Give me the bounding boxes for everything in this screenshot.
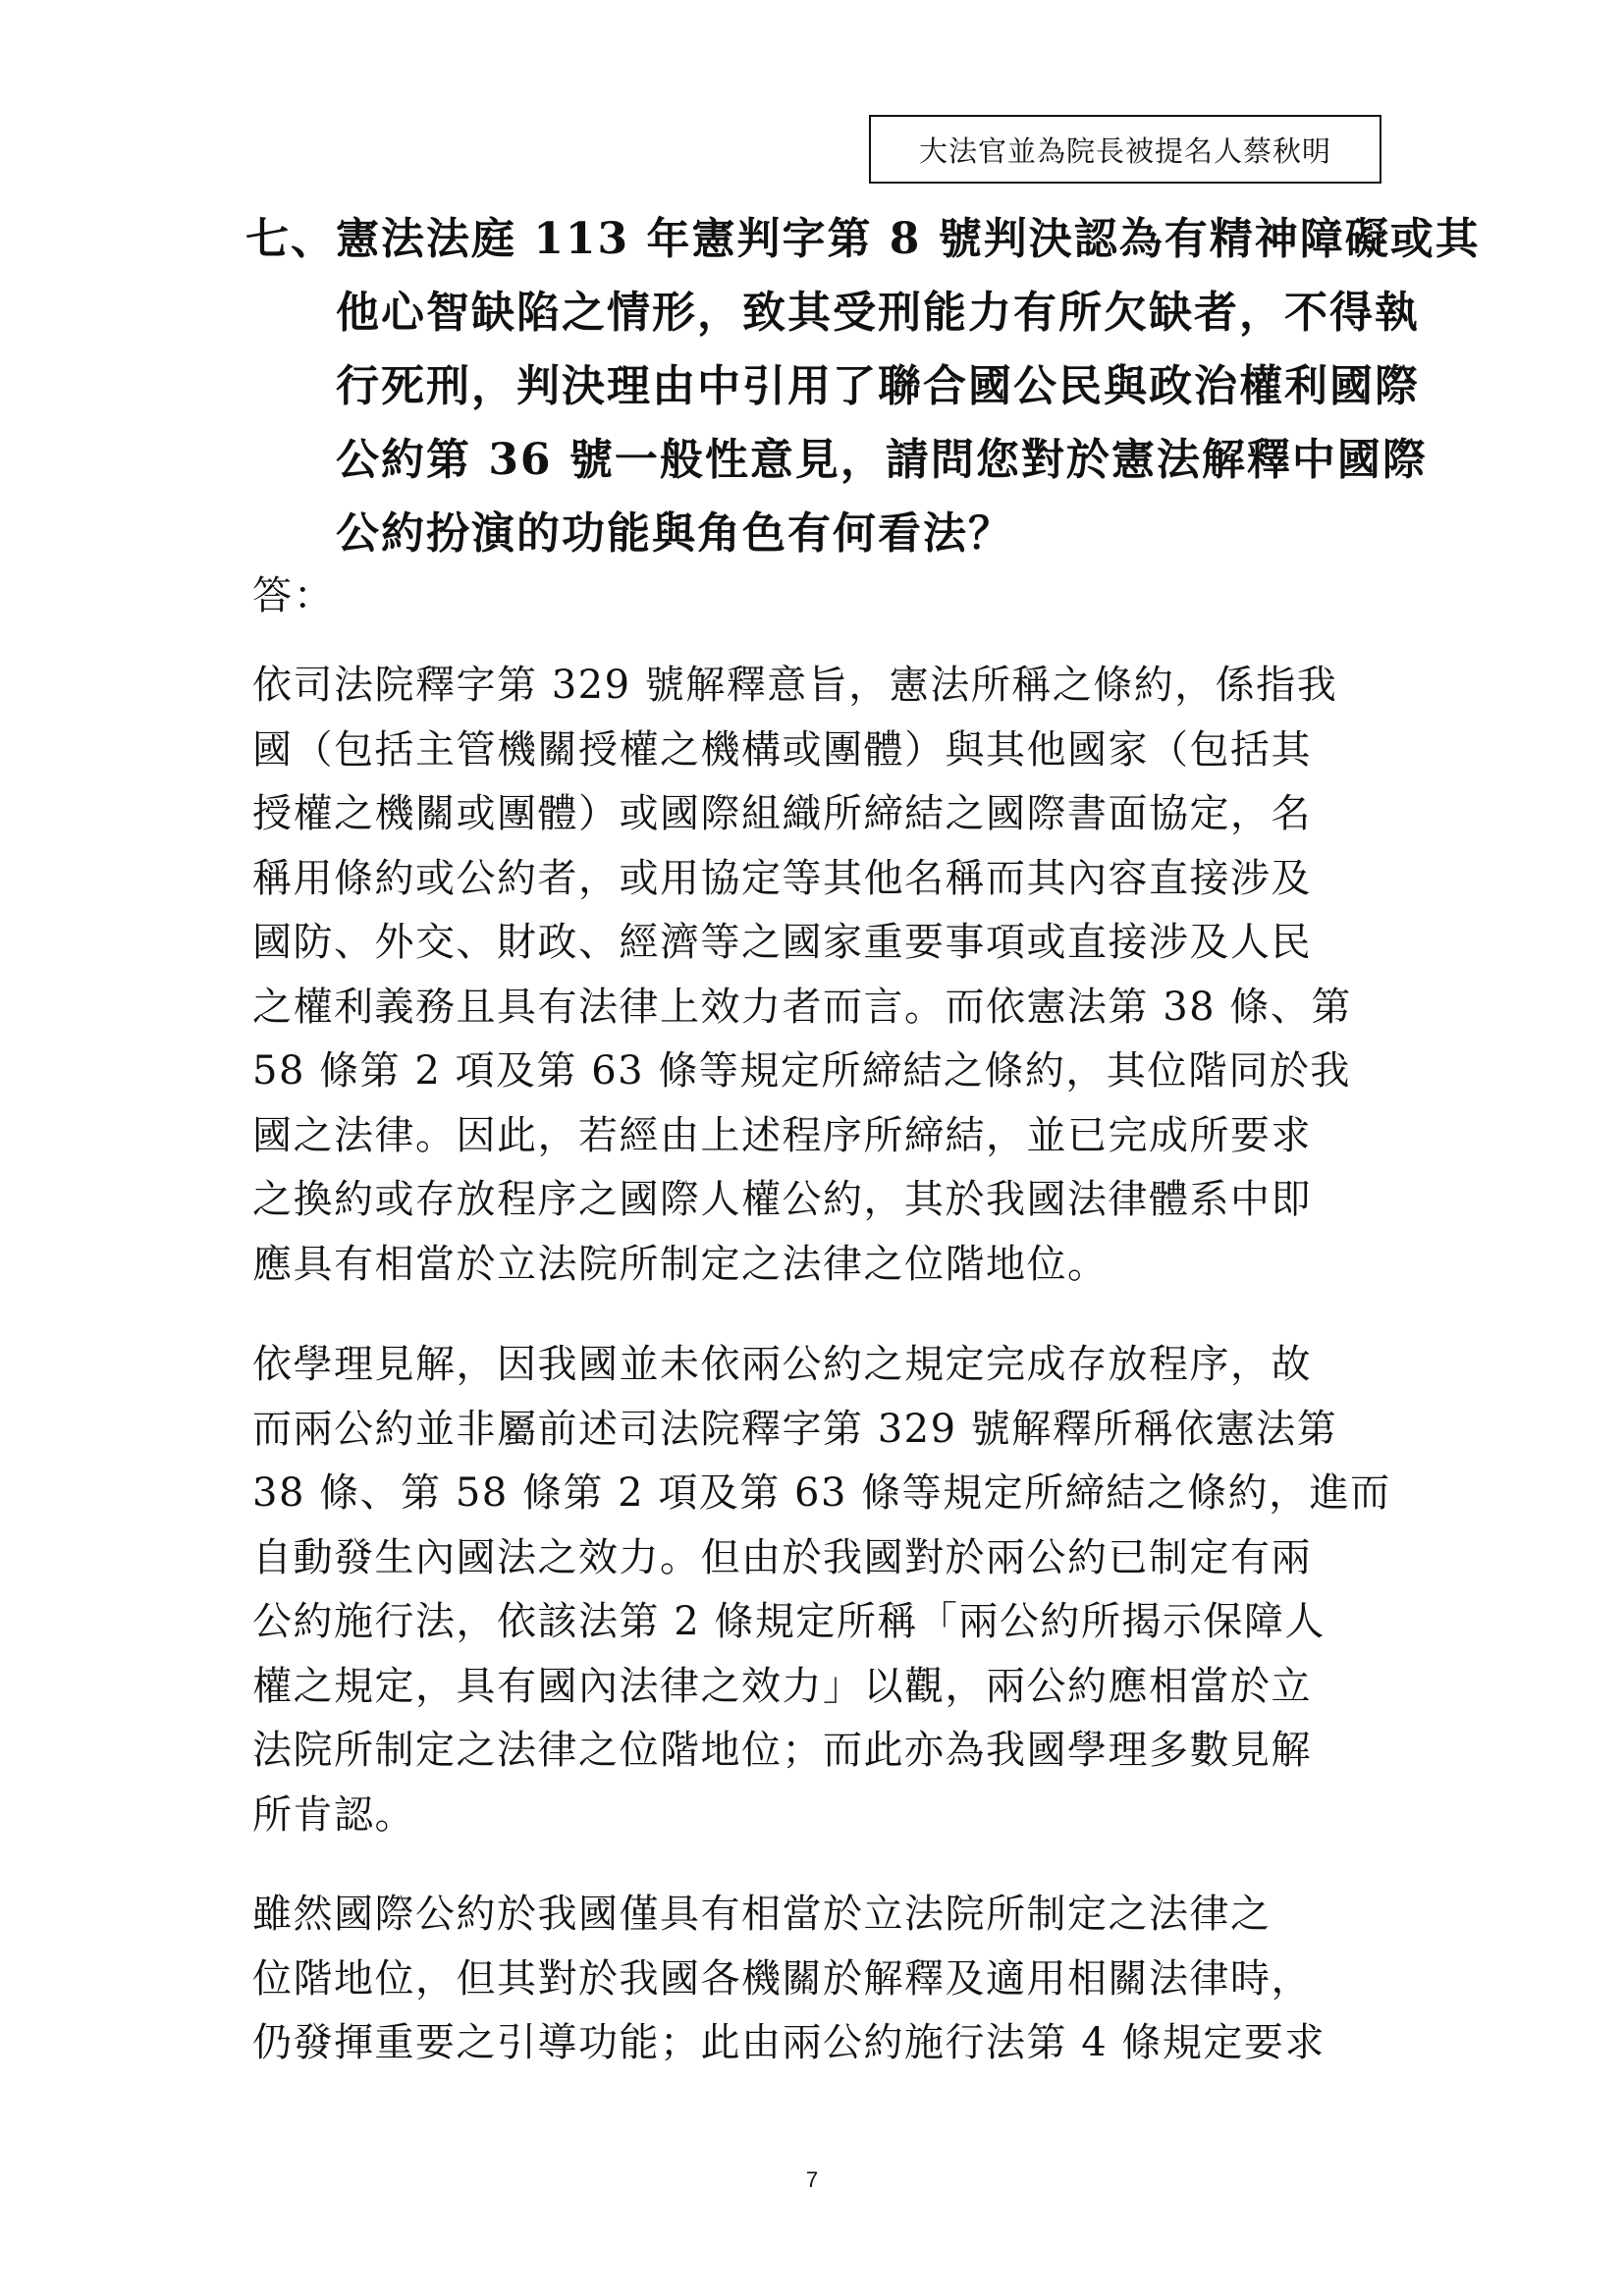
question-line: 七、憲法法庭 113 年憲判字第 8 號判決認為有精神障礙或其 — [245, 214, 1481, 264]
paragraph-line: 授權之機關或團體）或國際組織所締結之國際書面協定，名 — [252, 791, 1312, 836]
paragraph-line: 國之法律。因此，若經由上述程序所締結，並已完成所要求 — [252, 1112, 1312, 1158]
paragraph-line: 國（包括主管機關授權之機構或團體）與其他國家（包括其 — [252, 726, 1312, 773]
paragraph-line: 雖然國際公約於我國僅具有相當於立法院所制定之法律之 — [252, 1892, 1272, 1937]
paragraph-line: 公約施行法，依該法第 2 條規定所稱「兩公約所揭示保障人 — [252, 1599, 1326, 1644]
paragraph-line: 仍發揮重要之引導功能；此由兩公約施行法第 4 條規定要求 — [252, 2020, 1326, 2065]
paragraph-line: 38 條、第 58 條第 2 項及第 63 條等規定所締結之條約，進而 — [252, 1470, 1391, 1516]
paragraph-line: 之權利義務且具有法律上效力者而言。而依憲法第 38 條、第 — [252, 984, 1352, 1030]
answer-paragraph-2 — [252, 1333, 1391, 1847]
paragraph-line: 自動發生內國法之效力。但由於我國對於兩公約已制定有兩 — [252, 1534, 1312, 1580]
paragraph-line: 而兩公約並非屬前述司法院釋字第 329 號解釋所稱依憲法第 — [252, 1406, 1338, 1452]
paragraph-line: 之換約或存放程序之國際人權公約，其於我國法律體系中即 — [252, 1177, 1312, 1222]
paragraph-line: 應具有相當於立法院所制定之法律之位階地位。 — [252, 1241, 1109, 1287]
paragraph-line: 國防、外交、財政、經濟等之國家重要事項或直接涉及人民 — [252, 920, 1312, 965]
question-line: 公約扮演的功能與角色有何看法？ — [336, 508, 1013, 559]
paragraph-line: 稱用條約或公約者，或用協定等其他名稱而其內容直接涉及 — [252, 855, 1312, 901]
paragraph-line: 權之規定，具有國內法律之效力」以觀，兩公約應相當於立 — [252, 1663, 1312, 1709]
page-number: 7 — [805, 2167, 819, 2192]
answer-label: 答： — [252, 573, 335, 618]
paragraph-line: 依司法院釋字第 329 號解釋意旨，憲法所稱之條約，係指我 — [252, 663, 1338, 708]
paragraph-line: 所肯認。 — [252, 1791, 415, 1838]
question-line: 行死刑，判決理由中引用了聯合國公民與政治權利國際 — [336, 361, 1420, 411]
answer-paragraph-3 — [252, 1883, 1391, 2076]
paragraph-line: 58 條第 2 項及第 63 條等規定所締結之條約，其位階同於我 — [252, 1048, 1351, 1094]
paragraph-line: 法院所制定之法律之位階地位；而此亦為我國學理多數見解 — [252, 1728, 1312, 1773]
nominee-header-box — [869, 115, 1381, 184]
paragraph-line: 依學理見解，因我國並未依兩公約之規定完成存放程序，故 — [252, 1342, 1312, 1387]
question-line: 他心智缺陷之情形，致其受刑能力有所欠缺者，不得執 — [336, 288, 1420, 338]
answer-paragraph-1 — [252, 654, 1391, 1297]
nominee-label: 大法官並為院長被提名人蔡秋明 — [918, 133, 1331, 168]
question-line: 公約第 36 號一般性意見，請問您對於憲法解釋中國際 — [336, 435, 1428, 485]
question-heading — [245, 202, 1481, 570]
paragraph-line: 位階地位，但其對於我國各機關於解釋及適用相關法律時， — [252, 1955, 1312, 2002]
